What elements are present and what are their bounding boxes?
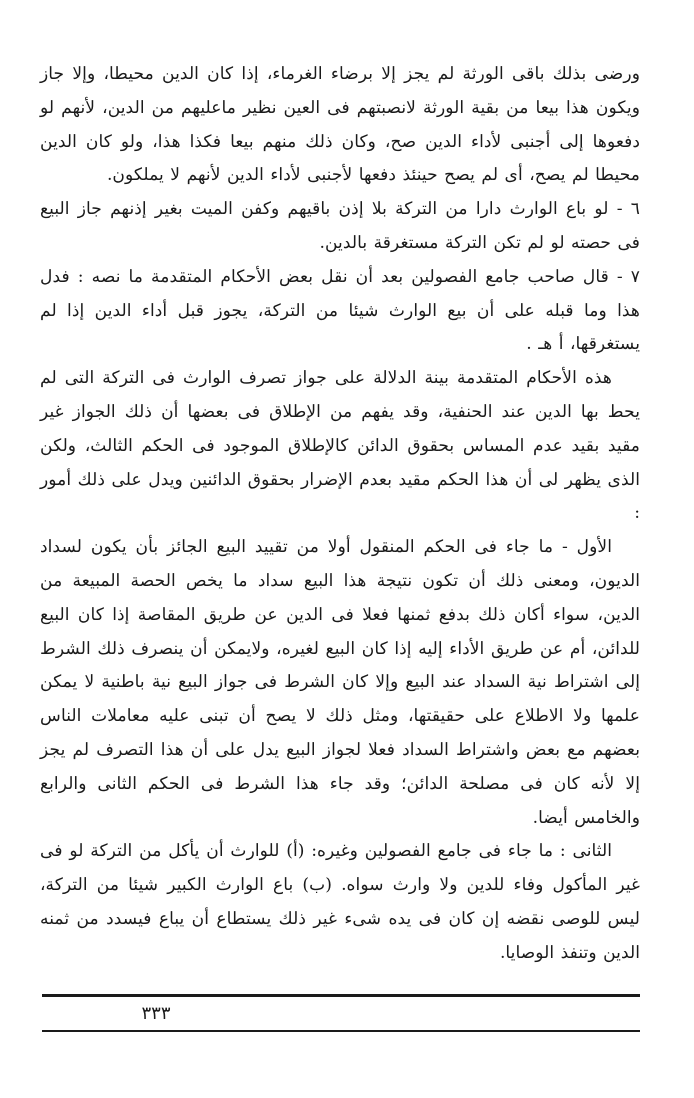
paragraph-2: ٦ - لو باع الوارث دارا من التركة بلا إذن باقيهم وكفن الميت بغير إذنهم جاز البيع فى حصته لو لم تكن التركة مستغرقة بالدين. <box>40 199 640 253</box>
paragraph-4: هذه الأحكام المتقدمة بينة الدلالة على جواز تصرف الوارث فى التركة التى لم يحط بها الدين عند الحنفية، وقد يفهم من الإطلاق فى بعضها أن ذلك الجواز غير مقيد بقيد عدم المساس بحقوق الدائن كالإطلاق الموجود فى الحكم الثالث، ولكن الذى يظهر لى أن هذا الحكم مقيد بعدم الإضرار بحقوق الدائنين ويدل على ذلك أمور : <box>40 368 640 524</box>
page-body <box>40 58 640 971</box>
footer-rule-top <box>42 994 640 997</box>
paragraph-5: الأول - ما جاء فى الحكم المنقول أولا من تقييد البيع الجائز بأن يكون لسداد الديون، ومعنى ذلك أن تكون نتيجة هذا البيع سداد ما يخص الحصة المبيعة من الدين، سواء أكان ذلك بدفع ثمنها فعلا فى الدين عن طريق المقاصة إذا كان البيع للدائن، أم عن طريق الأداء إليه إذا كان البيع لغيره، ولايمكن أن ينصرف ذلك الشرط إلى اشتراط نية السداد عند البيع وإلا كان الشرط فى جواز البيع نية باطنية لا يمكن علمها ولا الاطلاع على حقيقتها، ومثل ذلك لا يصح أن تبنى عليه معاملات الناس بعضهم مع بعض واشتراط السداد فعلا لجواز البيع يدل على أن هذا التصرف لم يجز إلا لأنه كان فى مصلحة الدائن؛ وقد جاء هذا الشرط فى الحكم الثانى والرابع والخامس أيضا. <box>40 537 640 828</box>
paragraph-1: ورضى بذلك باقى الورثة لم يجز إلا برضاء الغرماء، إذا كان الدين محيطا، وإلا جاز ويكون هذا بيعا من بقية الورثة لانصبتهم فى العين نظير ماعليهم من الدين، لأنهم لو دفعوها إلى أجنبى لأداء الدين صح، وكان ذلك منهم بيعا فكذا هذا، ولو كان الدين محيطا لم يصح، أى لم يصح حينئذ دفعها لأجنبى لأداء الدين لأنهم لا يملكون. <box>40 64 640 186</box>
footer-rule-bottom <box>42 1030 640 1032</box>
paragraph-3: ٧ - قال صاحب جامع الفصولين بعد أن نقل بعض الأحكام المتقدمة ما نصه : فدل هذا وما قبله على أن بيع الوارث شيئا من التركة، يجوز قبل أداء الدين إذا لم يستغرقها، أ هـ . <box>40 266 640 355</box>
page-number: ٣٣٣ <box>141 1003 171 1024</box>
paragraph-6: الثانى : ما جاء فى جامع الفصولين وغيره: (أ) للوارث أن يأكل من التركة لو فى غير المأكول وفاء للدين ولا وارث سواه. (ب) باع الوارث الكبير شيئا من التركة، ليس للوصى نقضه إن كان فى يده شىء غير ذلك يستطاع أن يباع فيسدد من ثمنه الدين وتنفذ الوصايا. <box>40 841 640 963</box>
